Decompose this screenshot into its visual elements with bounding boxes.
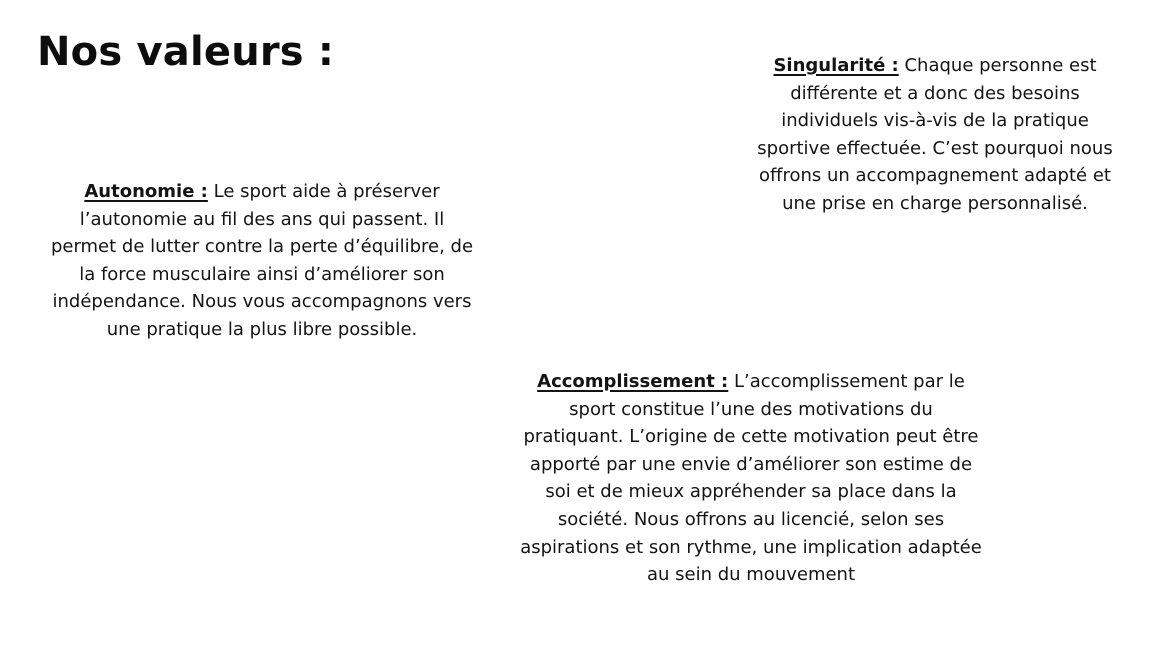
value-accomplissement-text: L’accomplissement par le sport constitue l’une des motivations du pratiquant. L’origine de cette motivation peut être apporté par une envie d’améliorer son estime de soi et de mieux appréhender sa place dans la société. Nous offrons au licencié, selon ses aspirations et son rythme, une implication adaptée au sein du mouvement — [520, 371, 982, 586]
value-accomplissement — [520, 368, 982, 589]
value-singularite-text: Chaque personne est différente et a donc des besoins individuels vis-à-vis de la pratique sportive effectuée. C’est pourquoi nous offrons un accompagnement adapté et une prise en charge personnalisé. — [757, 55, 1113, 214]
value-singularite-heading: Singularité : — [773, 55, 899, 76]
value-autonomie — [48, 178, 476, 344]
value-autonomie-heading: Autonomie : — [84, 181, 208, 202]
value-singularite — [742, 52, 1128, 218]
page-title: Nos valeurs : — [37, 29, 335, 75]
value-accomplissement-heading: Accomplissement : — [537, 371, 729, 392]
value-autonomie-text: Le sport aide à préserver l’autonomie au fil des ans qui passent. Il permet de lutter contre la perte d’équilibre, de la force musculaire ainsi d’améliorer son indépendance. Nous vous accompagnons vers une pratique la plus libre possible. — [50, 181, 474, 340]
